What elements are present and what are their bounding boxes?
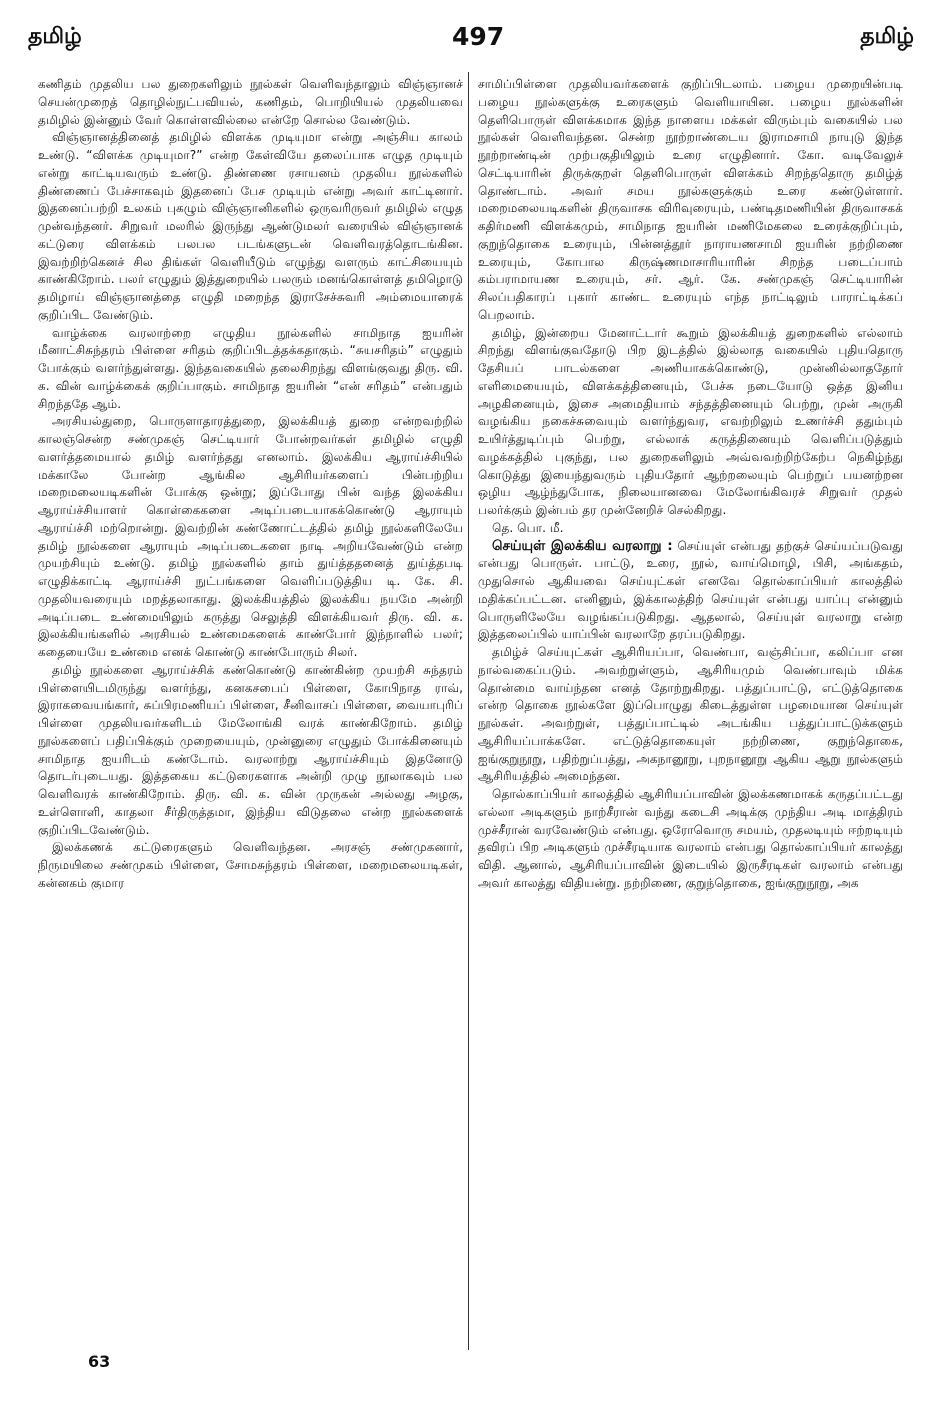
paragraph: அரசியல்துறை, பொருளாதாரத்துறை, இலக்கியத் துறை என்றவற்றில் காலஞ்சென்ற சண்முகஞ் செட்டியார் போன்றவர்கள் தமிழில் எழுதி வளர்த்தமையால் தமிழ் வளர்ந்தது எனலாம். இலக்கிய ஆராய்ச்சியில் மக்காலே போன்ற ஆங்கில ஆசிரியர்களைப் பின்பற்றிய மறைமலையடிகளின் போக்கு ஒன்று; இப்போது பின் வந்த இலக்கிய ஆராய்ச்சியாளர் கொள்கைகளை அடிப்படையாகக்கொண்டு ஆராயும் ஆராய்ச்சி மற்றொன்று. இவற்றின் கண்ணோட்டத்தில் தமிழ் நூல்களிலேயே தமிழ் நூல்களை ஆராயும் அடிப்படைகளை நாடி அறியவேண்டும் என்ற முயற்சியும் உண்டு. தமிழ் நூல்களில் தாம் துய்த்ததனைத் துய்த்தபடி எழுதிக்காட்டி ஆராய்ச்சி நுட்பங்களை வெளிப்படுத்திய டி. கே. சி. முதலியவரையும் மறத்தலாகாது. இலக்கியத்தில் இலக்கிய நயமே அன்றி அடிப்படை உண்மையிலும் கருத்து செலுத்தி விளக்கியவர் திரு. வி. க. இலக்கியங்களில் அரசியல் உண்மைகளைக் காண்போர் இந்நாளில் பலர்; கதையையே உண்மை எனக் கொண்டு காண்போரும் சிலர். xyxy=(38,414,463,659)
paragraph: கணிதம் முதலிய பல துறைகளிலும் நூல்கள் வெளிவந்தாலும் விஞ்ஞானச் செயன்முறைத் தொழில்நுட்பவியல், கணிதம், பொறியியல் முதலியவை தமிழில் இன்னும் வேர் கொள்ளவில்லை என்றே சொல்ல வேண்டும். xyxy=(38,77,463,127)
section-paragraph xyxy=(478,538,903,645)
plate-number: 63 xyxy=(88,1352,111,1371)
paragraph: தமிழ் நூல்களை ஆராய்ச்சிக் கண்கொண்டு காண்கின்ற முயற்சி சுந்தரம் பிள்ளையிடமிருந்து வளர்ந்து, கனகசபைப் பிள்ளை, கோபிநாத ராவ், இராகவையங்கார், சுப்பிரமணியப் பிள்ளை, சீனிவாசப் பிள்ளை, வையாபுரிப் பிள்ளை முதலியவர்களிடம் மேலோங்கி வரக் காண்கிறோம். தமிழ் நூல்களைப் பதிப்பிக்கும் முறையையும், முன்னுரை எழுதும் போக்கினையும் சாமிநாத ஐயரிடம் கண்டோம். வரலாற்று ஆராய்ச்சியும் இதனோடு தொடர்புடையது. இத்தகைய கட்டுரைகளாக அன்றி முழு நூலாகவும் பல வெளிவரக் காண்கிறோம். திரு. வி. க. வின் முருகன் அல்லது அழகு, உள்ளொளி, காதலா சீர்திருத்தமா, இந்திய விடுதலை என்ற நூல்களைக் குறிப்பிடவேண்டும். xyxy=(38,662,463,837)
page-number: 497 xyxy=(452,22,505,51)
left-column xyxy=(38,76,463,1334)
paragraph: இலக்கணக் கட்டுரைகளும் வெளிவந்தன. அரசஞ் சண்முகனார், நிருமயிலை சண்முகம் பிள்ளை, சோமசுந்தரம் பிள்ளை, மறைமலையடிகள், கன்னகம் குமார xyxy=(38,840,463,890)
author-signature: தெ. பொ. மீ. xyxy=(492,520,564,535)
section-text: செய்யுள் என்பது தற்குச் செய்யப்படுவது என்பது பொருள். பாட்டு, உரை, நூல், வாய்மொழி, பிசி, அங்கதம், முதுசொல் ஆகியவை செய்யுட்கள் எனவே தொல்காப்பியர் காலத்தில் மதிக்கப்பட்டன. எனினும், இக்காலத்திற் செய்யுள் என்பது யாப்பு என்னும் பொருளிலேயே வழங்கப்படுகிறது. ஆதலால், செய்யுள் வரலாறு என்ற இத்தலைப்பில் யாப்பின் வரலாறே தரப்படுகிறது. xyxy=(478,538,903,642)
paragraph: தமிழ், இன்றைய மேனாட்டார் கூறும் இலக்கியத் துறைகளில் எல்லாம் சிறந்து விளங்குவதோடு பிற இடத்தில் இல்லாத வகையில் புதியதொரு தேசியப் பாடல்களை அணியாகக்கொண்டு, முன்னில்லாததோர் எளிமையையும், விளக்கத்தினையும், பேச்சு நடையோடு ஒத்த இனிய அழகினையும், இசை அமைதியாம் சந்தத்தினையும் பெற்று, முன் அருகி வழங்கிய நகைச்சுவையும் வளர்ந்துவர, எவற்றிலும் உணர்ச்சி ததும்பும் உயிர்த்துடிப்பும் பெற்று, எல்லாக் கருத்தினையும் வெளிப்படுத்தும் வழக்கத்தில் புகுந்து, பல துறைகளிலும் அவ்வவற்றிற்கேற்ப நெகிழ்ந்து கொடுத்து இயைந்துவரும் புதியதோர் ஆற்றலையும் பெற்றுப் பயனற்றன ஒழிய ஆழ்ந்துபோக, நிலையானவை மேலோங்கிவரச் சிறுவர் முதல் பலர்க்கும் இன்பம் தர முன்னேறிச் செல்கிறது. xyxy=(478,325,903,517)
section-heading: செய்யுள் இலக்கிய வரலாறு : xyxy=(492,537,673,554)
right-column xyxy=(478,76,903,1334)
column-divider xyxy=(468,72,469,1350)
paragraph: தமிழ்ச் செய்யுட்கள் ஆசிரியப்பா, வெண்பா, வஞ்சிப்பா, கலிப்பா என நால்வகைப்படும். அவற்றுள்ளும், ஆசிரியமும் வெண்பாவும் மிக்க தொன்மை வாய்ந்தன எனத் தோற்றுகிறது. பத்துப்பாட்டு, எட்டுத்தொகை என்ற தொகை நூல்களே இப்பொழுது கிடைத்துள்ள பழமையான செய்யுள் நூல்கள். அவற்றுள், பத்துப்பாட்டில் அடங்கிய பத்துப்பாட்டுக்களும் ஆசிரியப்பாக்களே. எட்டுத்தொகையுள் நற்றிணை, குறுந்தொகை, ஐங்குறுநூறு, பதிற்றுப்பத்து, அகநானூறு, புறநானூறு ஆகிய ஆறு நூல்களும் ஆசிரியத்தில் அமைந்தன. xyxy=(478,645,903,784)
paragraph: வாழ்க்கை வரலாற்றை எழுதிய நூல்களில் சாமிநாத ஐயரின் மீனாட்சிசுந்தரம் பிள்ளை சரிதம் குறிப்பிடத்தக்கதாகும். “சுயசரிதம்” எழுதும் போக்கும் வளர்ந்துள்ளது. இந்தவகையில் தலைசிறந்து விளங்குவது திரு. வி. க. வின் வாழ்க்கைக் குறிப்பாகும். சாமிநாத ஐயரின் “என் சரிதம்” என்பதும் சிறந்ததே ஆம். xyxy=(38,325,463,411)
header-right-title: தமிழ் xyxy=(860,24,914,49)
paragraph: தொல்காப்பியர் காலத்தில் ஆசிரியப்பாவின் இலக்கணமாகக் கருதப்பட்டது எல்லா அடிகளும் நாற்சீரான் வந்து கடைசி அடிக்கு முந்திய அடி மாத்திரம் முச்சீரான் வரவேண்டும் என்பது. ஒரோவொரு சமயம், முதலடியும் ஈற்றடியும் தவிரப் பிற அடிகளும் முச்சீரடியாக வரலாம் என்பது தொல்காப்பியர் காலத்து விதி. ஆனால், ஆசிரியப்பாவின் இடையில் இருசீரடிகள் வரலாம் என்பது அவர் காலத்து விதியன்று. நற்றிணை, குறுந்தொகை, ஐங்குறுநூறு, அக xyxy=(478,787,903,890)
paragraph: விஞ்ஞானத்தினைத் தமிழில் விளக்க முடியுமா என்று அஞ்சிய காலம் உண்டு. “விளக்க முடியுமா?” என்ற கேள்வியே தலைப்பாக எழுத முடியும் என்று காட்டியவரும் உண்டு. திண்ணை ரசாயனம் முதலிய நூல்களில் திண்ணைப் பேச்சாகவும் இதனைப் பேச முடியும் என்று அவர் காட்டினார். இதனைப்பற்றி உலகம் புகழும் விஞ்ஞானிகளில் ஒருவரிருவர் தமிழில் எழுத முன்வந்தனர். சிறுவர் மலரில் இருந்து ஆண்டுமலர் வரையில் விஞ்ஞானக் கட்டுரை விளக்கம் பலபல படங்களுடன் வெளிவரத்தொடங்கின. இவற்றிற்கெனச் சில திங்கள் வெளியீடும் எழுந்து வளரும் காட்சியையும் காண்கிறோம். பலர் எழுதும் இத்துறையில் பலரும் மனங்கொள்ளத் தமிழொடு தமிழாய் விஞ்ஞானத்தை எழுதி மறைந்த இராசேச்சுவரி அம்மையாரைக் குறிப்பிட வேண்டும். xyxy=(38,130,463,322)
header-left-title: தமிழ் xyxy=(28,24,82,49)
paragraph: சாமிப்பிள்ளை முதலியவர்களைக் குறிப்பிடலாம். பழைய முறையின்படி பழைய நூல்களுக்கு உரைகளும் வெளியாயின. பழைய நூல்களின் தெளிபொருள் விளக்கமாக இந்த நாளைய மக்கள் விரும்பும் வகையில் பல நூல்கள் வெளிவந்தன. சென்ற நூற்றாண்டைய இராமசாமி நாயுடு இந்த நூற்றாண்டின் முற்பகுதியிலும் உரை எழுதினார். கோ. வடிவேலுச் செட்டியாரின் திருக்குறள் தெளிபொருள் விளக்கம் சிறந்ததொரு தமிழ்த் தொண்டாம். அவர் சமய நூல்களுக்கும் உரை கண்டுள்ளார். மறைமலையடிகளின் திருவாசக விரிவுரையும், பண்டிதமணியின் திருவாசகக் கதிர்மணி விளக்கமும், சாமிநாத ஐயரின் மணிமேகலை உரைக்குறிப்பும், குறுந்தொகை உரையும், பின்னத்தூர் நாராயணசாமி ஐயரின் நற்றிணை உரையும், கோபால கிருஷ்ணமாசாரியாரின் சிறந்த படைப்பாம் கம்பராமாயண உரையும், சர். ஆர். கே. சண்முகஞ் செட்டியாரின் சிலப்பதிகாரப் புகார் காண்ட உரையும் எந்த நாட்டிலும் பாராட்டிக்கப் பெறலாம். xyxy=(478,77,903,322)
